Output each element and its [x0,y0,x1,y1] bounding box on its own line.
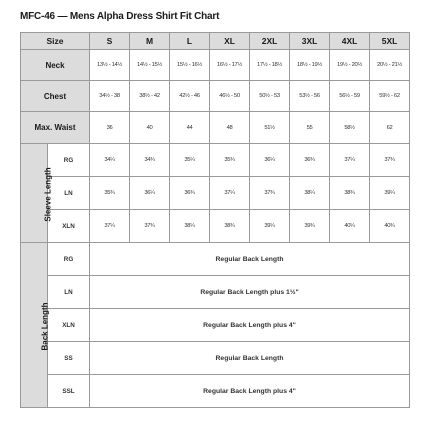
chest-value: 42½ - 46 [170,81,210,112]
waist-row [21,112,410,144]
sleeve-value: 34¾ [130,144,170,177]
chest-value: 46½ - 50 [210,81,250,112]
back-length-label-text: Back Length [40,302,50,351]
neck-value: 15½ - 16½ [170,50,210,81]
waist-value: 55 [290,112,330,144]
back-row-label: LN [48,276,90,309]
chest-value: 59½ - 62 [370,81,410,112]
sleeve-value: 35¼ [170,144,210,177]
back-length-value: Regular Back Length [90,243,410,276]
sleeve-row-label: XLN [48,210,90,243]
size-col-header: S [90,33,130,50]
sleeve-value: 35¾ [210,144,250,177]
sleeve-value: 36¼ [130,177,170,210]
neck-label: Neck [21,50,90,81]
chart-title: MFC-46 — Mens Alpha Dress Shirt Fit Chart [20,11,220,22]
size-col-header: 4XL [330,33,370,50]
back-length-value: Regular Back Length [90,342,410,375]
waist-value: 48 [210,112,250,144]
sleeve-length-label-text: Sleeve Length [43,167,53,222]
chest-label: Chest [21,81,90,112]
waist-value: 36 [90,112,130,144]
sleeve-value: 40¼ [330,210,370,243]
waist-value: 40 [130,112,170,144]
sleeve-value: 36¾ [170,177,210,210]
sleeve-value: 38¾ [330,177,370,210]
waist-value: 62 [370,112,410,144]
size-header-label: Size [21,33,90,50]
back-row-ssl [21,375,410,408]
back-row-ln [21,276,410,309]
neck-value: 17½ - 18½ [250,50,290,81]
size-header-row [21,33,410,50]
sleeve-value: 40¾ [370,210,410,243]
neck-value: 19½ - 20½ [330,50,370,81]
size-col-header: 3XL [290,33,330,50]
chest-value: 34½ - 38 [90,81,130,112]
sleeve-value: 37¾ [130,210,170,243]
chest-value: 38½ - 42 [130,81,170,112]
back-length-value: Regular Back Length plus 4" [90,309,410,342]
sleeve-value: 37¼ [90,210,130,243]
sleeve-value: 36¼ [250,144,290,177]
back-row-rg [21,243,410,276]
sleeve-value: 38¾ [210,210,250,243]
neck-value: 14½ - 15½ [130,50,170,81]
back-row-label: SS [48,342,90,375]
size-col-header: 2XL [250,33,290,50]
back-row-xln [21,309,410,342]
back-row-label: SSL [48,375,90,408]
sleeve-value: 36¾ [290,144,330,177]
back-length-value: Regular Back Length plus 4" [90,375,410,408]
sleeve-value: 37¾ [250,177,290,210]
sleeve-value: 39¼ [250,210,290,243]
waist-value: 44 [170,112,210,144]
sleeve-value: 34¼ [90,144,130,177]
sleeve-value: 39¼ [370,177,410,210]
sleeve-value: 39¾ [290,210,330,243]
chest-value: 50½ - 53 [250,81,290,112]
waist-label: Max. Waist [21,112,90,144]
back-row-label: RG [48,243,90,276]
sleeve-row-ln [21,177,410,210]
sleeve-value: 37¾ [370,144,410,177]
chest-row [21,81,410,112]
size-col-header: XL [210,33,250,50]
neck-value: 13½ - 14½ [90,50,130,81]
sleeve-row-label: LN [48,177,90,210]
sleeve-value: 38¼ [290,177,330,210]
sleeve-value: 37¼ [210,177,250,210]
size-col-header: L [170,33,210,50]
neck-value: 20½ - 21½ [370,50,410,81]
size-col-header: M [130,33,170,50]
back-length-label [21,243,48,408]
back-row-ss [21,342,410,375]
sleeve-row-rg [21,144,410,177]
sleeve-row-xln [21,210,410,243]
sleeve-row-label: RG [48,144,90,177]
sleeve-value: 35¾ [90,177,130,210]
fit-chart-table [20,32,410,408]
waist-value: 51½ [250,112,290,144]
size-col-header: 5XL [370,33,410,50]
neck-value: 18½ - 19½ [290,50,330,81]
chest-value: 56½ - 59 [330,81,370,112]
waist-value: 58½ [330,112,370,144]
neck-value: 16½ - 17½ [210,50,250,81]
sleeve-value: 37¼ [330,144,370,177]
back-length-value: Regular Back Length plus 1½" [90,276,410,309]
sleeve-length-label [21,144,53,243]
back-row-label: XLN [48,309,90,342]
neck-row [21,50,410,81]
sleeve-value: 38¼ [170,210,210,243]
chest-value: 53½ - 56 [290,81,330,112]
